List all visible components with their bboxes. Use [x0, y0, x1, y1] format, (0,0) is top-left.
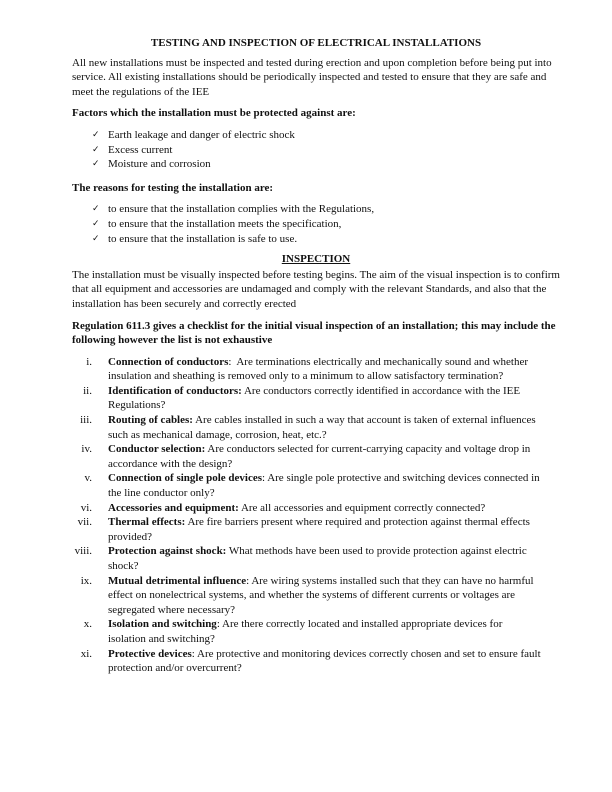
list-item: ✓ Moisture and corrosion [92, 158, 211, 171]
item-description: Are cables installed in such a way that account is taken of external influences such as mechanical damage, corrosion, heat, etc.? [108, 414, 536, 441]
item-description: Are protective and monitoring devices correctly chosen and set to ensure fault protection and/or overcurrent? [108, 647, 541, 675]
item-number: iii. [80, 414, 92, 427]
item-text [108, 515, 560, 544]
item-separator: : [191, 647, 197, 660]
item-number: v. [84, 472, 92, 485]
regulation-paragraph: Regulation 611.3 gives a checklist for the initial visual inspection of an installation; this may include the following however the list is not exhaustive [72, 319, 556, 347]
list-item: ✓ to ensure that the installation meets the specification, [92, 217, 342, 230]
checklist-item [72, 413, 560, 442]
item-term: Conductor selection: [108, 443, 206, 456]
checklist-item [72, 515, 560, 544]
checklist-item [72, 617, 560, 646]
item-number: vii. [77, 516, 92, 529]
item-text [108, 647, 560, 676]
item-description: Are wiring systems installed such that they can have no harmful effect on nonelectrical systems, and whether the systems of different currents or voltages are segregated where necessary? [108, 574, 534, 616]
item-separator: : [246, 574, 252, 587]
item-description: Are single pole protective and switching devices connected in the line conductor only? [108, 472, 540, 500]
item-text [108, 442, 560, 471]
item-term: Protective devices [108, 647, 192, 660]
item-text [108, 384, 560, 413]
document-title: TESTING AND INSPECTION OF ELECTRICAL INSTALLATIONS [150, 37, 482, 49]
item-number: xi. [80, 647, 92, 660]
item-number: iv. [81, 443, 92, 456]
item-text [108, 413, 560, 442]
checklist-item [72, 384, 560, 413]
list-item: ✓ Earth leakage and danger of electric shock [92, 128, 295, 141]
check-mark-icon: ✓ [92, 159, 100, 170]
checklist [72, 355, 560, 676]
inspection-paragraph: The installation must be visually inspected before testing begins. The aim of the visual inspection is to confirm that all equipment and accessories are undamaged and comply with the relevant Standards, and also that the installation has been securely and correctly erected [72, 268, 560, 310]
checklist-item [72, 501, 560, 516]
item-text [108, 501, 560, 516]
checklist-item [72, 544, 560, 573]
item-text [108, 544, 560, 573]
checklist-item [72, 355, 560, 384]
intro-paragraph: All new installations must be inspected and tested during erection and upon completion before being put into service. All existing installations should be periodically inspected and tested to ensure that they are safe and meet the regulations of the IEE [72, 56, 552, 98]
list-item: ✓ to ensure that the installation complies with the Regulations, [92, 203, 375, 216]
checklist-item [72, 647, 560, 676]
item-number: ix. [80, 574, 92, 587]
reasons-heading: The reasons for testing the installation are: [72, 181, 274, 194]
item-term: Connection of single pole devices [108, 472, 262, 485]
item-text [108, 617, 560, 646]
check-mark-icon: ✓ [92, 233, 100, 244]
checklist-item [72, 574, 560, 618]
factors-list [72, 128, 560, 172]
item-description: Are fire barriers present where required and protection against thermal effects provided? [108, 516, 530, 543]
item-number: i. [86, 355, 92, 368]
factors-heading: Factors which the installation must be protected against are: [72, 107, 356, 120]
item-term: Routing of cables: [108, 414, 193, 427]
item-number: x. [83, 618, 92, 631]
item-description: Are conductors correctly identified in accordance with the IEE Regulations? [108, 384, 521, 412]
check-mark-icon: ✓ [92, 144, 100, 155]
item-description: Are all accessories and equipment correctly connected? [240, 501, 486, 514]
check-mark-icon: ✓ [92, 204, 100, 215]
item-text [108, 574, 560, 618]
item-description: Are terminations electrically and mechanically sound and whether insulation and sheathing is removed only to a minimum to allow satisfactory termination? [108, 355, 529, 383]
item-number: viii. [74, 545, 92, 558]
list-item: ✓ to ensure that the installation is safe to use. [92, 232, 298, 245]
item-separator: : [262, 472, 268, 485]
item-term: Identification of conductors: [108, 384, 242, 397]
checklist-item [72, 442, 560, 471]
item-separator: : [216, 618, 223, 631]
item-description: What methods have been used to provide protection against electric shock? [108, 545, 527, 572]
item-separator: : [228, 355, 237, 368]
checklist-item [72, 471, 560, 500]
item-term: Isolation and switching [108, 618, 217, 631]
item-term: Protection against shock: [108, 545, 227, 558]
item-description: Are conductors selected for current-carrying capacity and voltage drop in accordance with the design? [108, 443, 531, 470]
check-mark-icon: ✓ [92, 129, 100, 140]
item-text [108, 355, 560, 384]
item-term: Accessories and equipment: [108, 501, 239, 514]
item-term: Thermal effects: [108, 516, 186, 529]
item-number: vi. [80, 501, 92, 514]
item-text [108, 471, 560, 500]
reasons-list [72, 202, 560, 246]
item-number: ii. [83, 384, 92, 397]
document-page [72, 36, 560, 676]
inspection-heading: INSPECTION [281, 253, 351, 266]
check-mark-icon: ✓ [92, 218, 100, 229]
item-term: Mutual detrimental influence [108, 574, 247, 587]
item-term: Connection of conductors [108, 355, 229, 368]
item-description: Are there correctly located and installed appropriate devices for isolation and switching? [108, 618, 503, 645]
list-item: ✓ Excess current [92, 143, 173, 156]
